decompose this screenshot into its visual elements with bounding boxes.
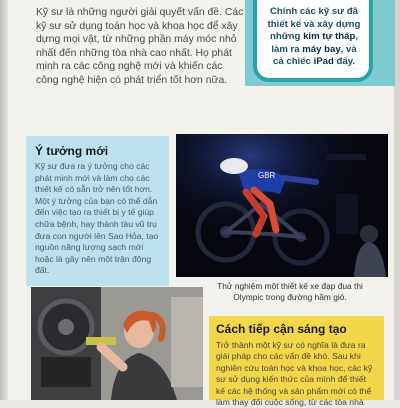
new-ideas-title: Ý tưởng mới — [35, 144, 109, 158]
cyclist-illustration — [176, 134, 388, 277]
fact-callout — [253, 0, 373, 82]
callout-text-2: , làm ra — [271, 31, 358, 55]
creative-approach-body: Trở thành một kỹ sư có nghĩa là đưa ra giải pháp cho các vấn đề khó. Sau khi nghiên cứu toán học và khoa học, các kỹ sư sử dụng kiến thức của mình để thiết kế các hệ thống và sản phẩm mới có thể làm thay đổi cuộc sống, từ các tòa nhà — [216, 340, 373, 408]
engineer-mechanic-photo — [31, 287, 203, 400]
callout-bold-1: kim tự tháp — [303, 31, 356, 43]
intro-paragraph: Kỹ sư là những người giải quyết vấn đề. Các kỹ sư sử dụng toán học và khoa học để xây dựng mọi vật, từ những phần máy móc nhỏ nhất đến những tòa nhà cao nhất. Họ phát minh ra các công nghệ mới và khiến các công nghệ hiện có phát triển tốt hơn nữa. — [36, 7, 244, 86]
new-ideas-body: Kỹ sư đưa ra ý tưởng cho các phát minh mới và làm cho các thiết kế có sẵn trở nên tốt hơn. Một ý tưởng của bạn có thể dẫn đến việc tạo ra thiết bị y tế giúp chữa bệnh, hay thành tàu vũ trụ đưa con người lên Sao Hỏa, tạo nguồn năng lượng sạch mới hoặc là gây nên một trận động đất. — [35, 161, 159, 276]
callout-text-3: , và cả chiếc — [273, 43, 357, 68]
page-binding-edge — [0, 0, 8, 400]
callout-text-1: Chính các kỹ sư đã thiết kế và xây dựng những — [267, 6, 361, 43]
new-ideas-box — [26, 136, 169, 286]
mechanic-illustration — [31, 287, 203, 400]
callout-text-4: đấy. — [333, 56, 355, 68]
creative-approach-box — [209, 316, 384, 408]
kit-label: GBR — [258, 171, 276, 180]
cycling-photo-caption: Thử nghiệm một thiết kế xe đạp đua thi Olympic trong đường hầm gió. — [217, 281, 363, 302]
callout-bold-2: máy bay — [302, 43, 341, 55]
wind-tunnel-cycling-photo — [176, 134, 388, 277]
callout-bold-3: iPad — [313, 56, 334, 68]
creative-approach-title: Cách tiếp cận sáng tạo — [216, 322, 347, 336]
